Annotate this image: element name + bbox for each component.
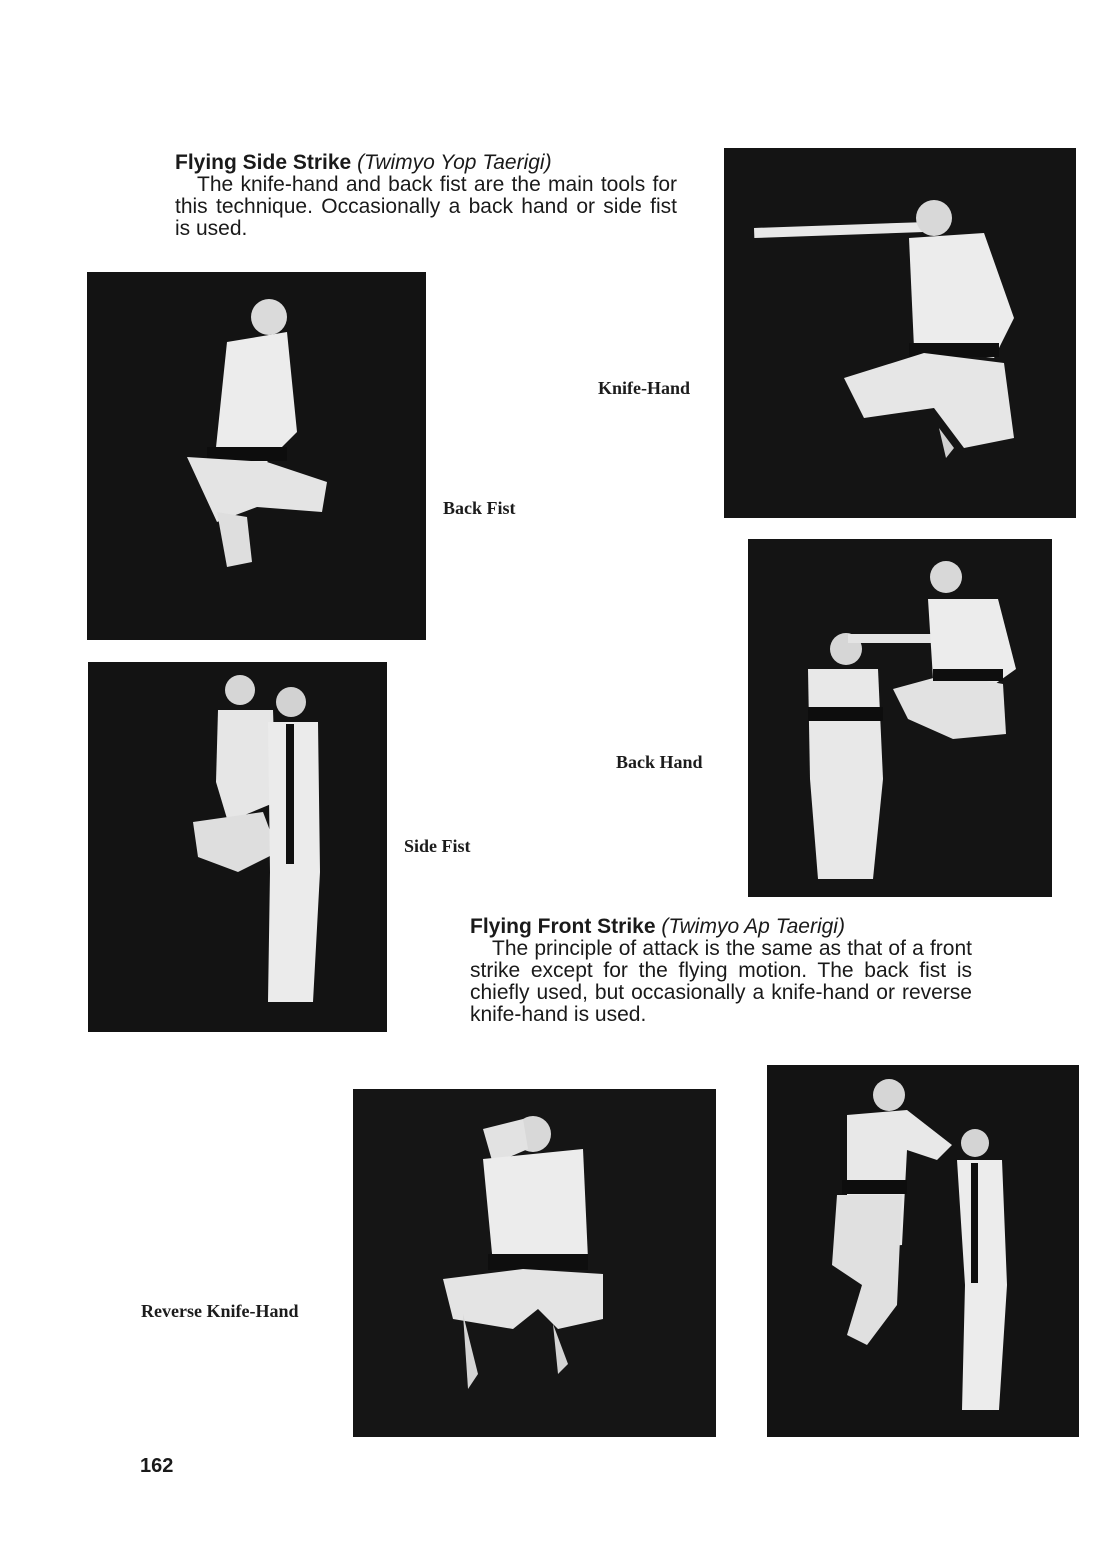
section-native-title: (Twimyo Ap Taerigi) [661,915,845,938]
section-heading: Flying Side Strike [175,151,352,174]
section-native-title: (Twimyo Yop Taerigi) [357,151,552,174]
photo-side-fist [88,662,387,1032]
photo-front-strike-pair [767,1065,1079,1437]
caption-back-hand: Back Hand [616,752,703,772]
section-heading: Flying Front Strike [470,915,656,938]
jumping-figure-illustration [87,272,426,640]
caption-side-fist: Side Fist [404,836,471,856]
two-figures-illustration [767,1065,1079,1437]
jumping-figure-illustration [724,148,1076,518]
photo-back-hand [748,539,1052,897]
section-paragraph: The principle of attack is the same as that of a front strike except for the flying motion. The back fist is chiefly used, but occasionally a knife-hand or reverse knife-hand is used. [470,937,972,1026]
photo-back-fist [87,272,426,640]
section-flying-side-strike [175,152,677,240]
section-paragraph: The knife-hand and back fist are the main tools for this technique. Occasionally a back hand or side fist is used. [175,173,677,240]
two-figures-illustration [748,539,1052,897]
two-figures-illustration [88,662,387,1032]
photo-knife-hand [724,148,1076,518]
jumping-figure-illustration [353,1089,716,1437]
caption-knife-hand: Knife-Hand [598,378,691,398]
section-title [175,152,677,174]
section-flying-front-strike [470,916,972,1026]
caption-reverse-knife-hand: Reverse Knife-Hand [141,1301,299,1321]
photo-reverse-knife-hand [353,1089,716,1437]
section-title [470,916,972,938]
page-number: 162 [140,1455,174,1477]
caption-back-fist: Back Fist [443,498,516,518]
